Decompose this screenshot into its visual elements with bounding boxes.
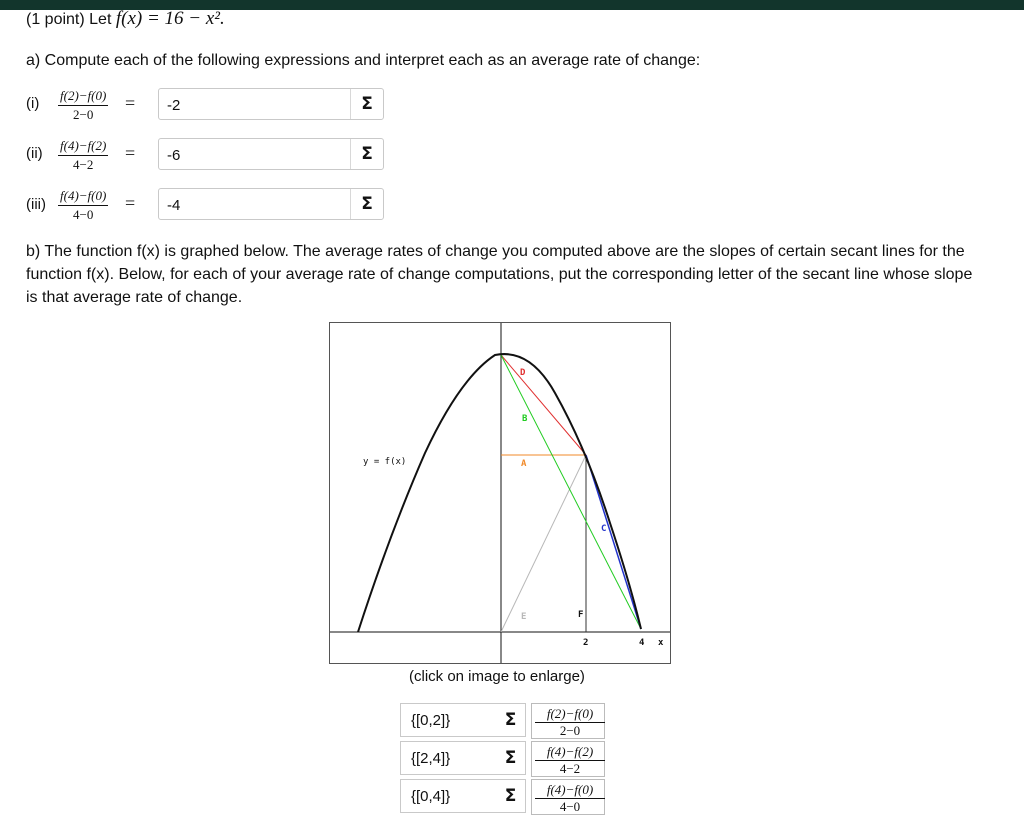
difference-quotient: $\frac{f(4)-f(2)}{4-2}$ [60, 138, 107, 172]
problem-header [26, 8, 225, 30]
match-row-2 [400, 741, 605, 777]
match-value: {[0,4]} [411, 788, 451, 805]
points-label: (1 point) Let [26, 11, 112, 28]
answer-input-iii[interactable] [159, 189, 359, 221]
secant-line-c [586, 455, 641, 629]
label-e: E [521, 612, 527, 622]
part-b-instructions: b) The function f(x) is graphed below. The average rates of change you computed above are the slopes of certain secant lines for the function f(x). Below, for each of your average rate of change computations, put the corresponding letter of the secant line whose slope is that average rate of change. [26, 243, 973, 306]
expression-row-iii [0, 186, 420, 226]
label-a: A [521, 459, 527, 469]
answer-input-i[interactable] [159, 89, 359, 121]
sigma-icon[interactable]: Σ [350, 89, 383, 119]
curve-label: y = f(x) [363, 457, 407, 467]
equals-sign: = [125, 143, 136, 163]
answer-field-ii[interactable] [158, 138, 384, 170]
part-a-instructions: a) Compute each of the following expressions and interpret each as an average rate of change: [26, 52, 701, 69]
answer-field-i[interactable] [158, 88, 384, 120]
match-row-1 [400, 703, 605, 739]
label-d: D [520, 368, 526, 378]
label-b: B [522, 414, 528, 424]
expression-row-ii [0, 136, 420, 176]
x-tick-2: 2 [583, 638, 589, 648]
enlarge-link[interactable]: (click on image to enlarge) [409, 668, 585, 685]
equals-sign: = [125, 93, 136, 113]
row-label: (i) [26, 95, 40, 112]
difference-quotient: $\frac{f(2)-f(0)}{2-0}$ [60, 88, 107, 122]
sigma-icon[interactable]: Σ [504, 786, 517, 806]
expression-row-i [0, 86, 420, 126]
graph-svg [330, 323, 670, 663]
match-value: {[2,4]} [411, 750, 451, 767]
answer-input-ii[interactable] [159, 139, 359, 171]
match-expression: $\frac{f(4)-f(0)}{4-0}$ [535, 782, 605, 815]
label-f: F [578, 610, 584, 620]
sigma-icon[interactable]: Σ [504, 710, 517, 730]
difference-quotient: $\frac{f(4)-f(0)}{4-0}$ [60, 188, 107, 222]
match-row-3 [400, 779, 605, 815]
match-expression: $\frac{f(4)-f(2)}{4-2}$ [535, 744, 605, 777]
equals-sign: = [125, 193, 136, 213]
row-label: (ii) [26, 145, 43, 162]
secant-line-d [501, 355, 586, 455]
x-tick-4: 4 [639, 638, 645, 648]
answer-field-iii[interactable] [158, 188, 384, 220]
sigma-icon[interactable]: Σ [350, 189, 383, 219]
function-expression: f(x) = 16 − x². [115, 8, 225, 29]
row-label: (iii) [26, 196, 46, 213]
label-c: C [601, 524, 607, 534]
secant-graph-image[interactable] [329, 322, 671, 664]
x-axis-label: x [658, 638, 664, 648]
match-value: {[0,2]} [411, 712, 451, 729]
sigma-icon[interactable]: Σ [504, 748, 517, 768]
sigma-icon[interactable]: Σ [350, 139, 383, 169]
secant-line-e [501, 455, 586, 632]
match-expression: $\frac{f(2)-f(0)}{2-0}$ [535, 706, 605, 739]
